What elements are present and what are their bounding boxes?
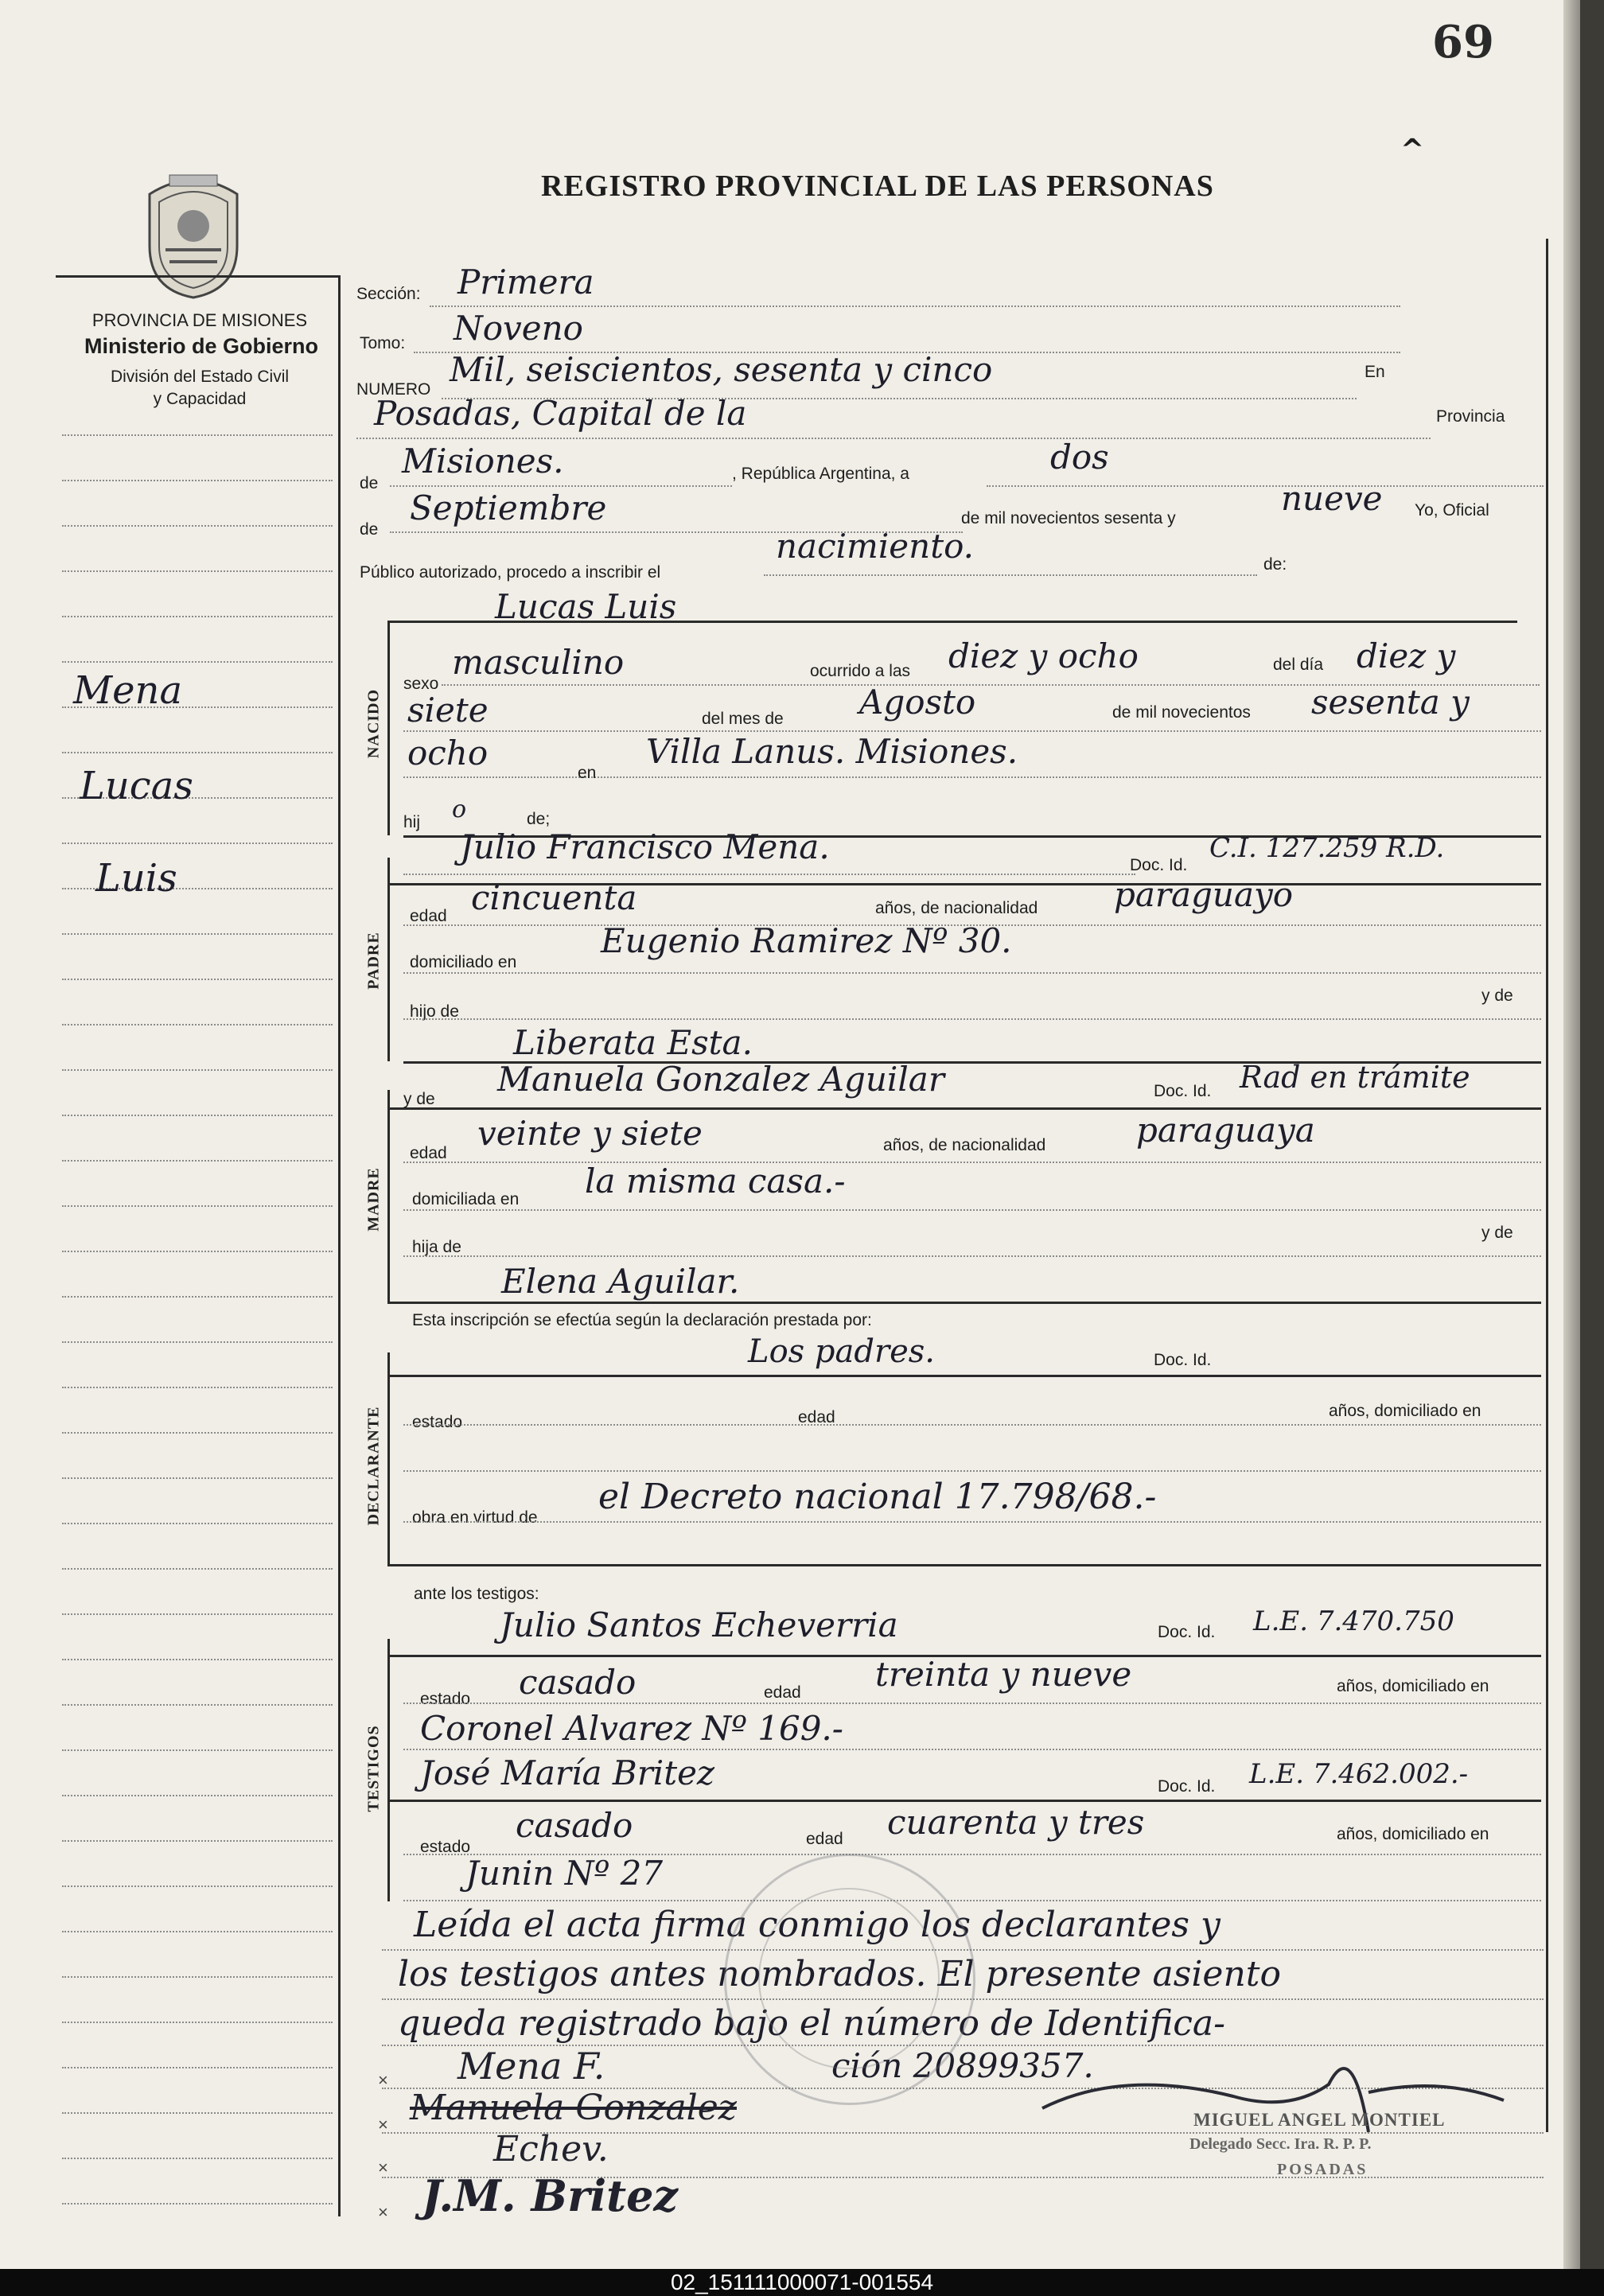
label-hijo-de: hijo de xyxy=(410,1002,459,1021)
label-ocurrido: ocurrido a las xyxy=(810,662,911,680)
note-line-4: ción 20899357. xyxy=(831,2046,1094,2085)
value-testigo2-doc: L.E. 7.462.002.- xyxy=(1249,1758,1469,1790)
label-edad-declarante: edad xyxy=(798,1408,835,1426)
label-estado-testigo2: estado xyxy=(420,1838,471,1856)
note-line-3: queda registrado bajo el número de Identifica- xyxy=(398,2003,1225,2044)
stamp-name: MIGUEL ANGEL MONTIEL xyxy=(1193,2110,1446,2130)
footer-id-bar: 02_151111000071-001554 xyxy=(0,2269,1604,2296)
provincial-seal xyxy=(134,170,253,302)
label-edad-testigo2: edad xyxy=(806,1830,843,1848)
margin-rule xyxy=(62,1432,333,1434)
value-abuela-materna: Elena Aguilar. xyxy=(501,1262,740,1301)
margin-rule xyxy=(62,661,333,663)
signature-mother: Manuela Gonzalez xyxy=(410,2088,737,2128)
margin-rule xyxy=(62,1568,333,1570)
margin-rule xyxy=(62,2158,333,2159)
margin-rule xyxy=(62,1523,333,1524)
margin-first-name: Lucas xyxy=(80,764,193,808)
value-madre-edad: veinte y siete xyxy=(477,1114,703,1153)
label-del-dia: del día xyxy=(1273,656,1324,674)
label-dom-testigo2: años, domiciliado en xyxy=(1337,1825,1489,1843)
label-edad-testigo1: edad xyxy=(764,1683,801,1702)
label-de-provincia: de xyxy=(360,474,379,492)
margin-rule xyxy=(62,525,333,527)
padre-bracket xyxy=(387,858,390,1061)
margin-rule xyxy=(62,1749,333,1751)
margin-rule xyxy=(62,1024,333,1025)
nacido-bracket xyxy=(387,621,390,835)
value-madre: Manuela Gonzalez Aguilar xyxy=(497,1060,944,1099)
margin-rule xyxy=(62,616,333,617)
value-mes-nac: Agosto xyxy=(859,683,976,722)
label-sexo: sexo xyxy=(403,675,439,693)
margin-rule xyxy=(62,1296,333,1298)
value-testigo2-edad: cuarenta y tres xyxy=(887,1803,1145,1842)
label-hij: hij xyxy=(403,813,421,831)
page-number: 69 xyxy=(1432,16,1494,68)
label-de-mil: de mil novecientos sesenta y xyxy=(961,509,1176,527)
label-doc-id-3: Doc. Id. xyxy=(1154,1351,1212,1369)
margin-rule xyxy=(62,2067,333,2068)
label-nac-padre: años, de nacionalidad xyxy=(875,899,1038,917)
margin-surname: Mena xyxy=(73,668,183,713)
rule xyxy=(403,1900,1541,1901)
rule xyxy=(403,1749,1541,1750)
margin-rule xyxy=(62,1387,333,1388)
value-dia: dos xyxy=(1050,438,1109,477)
value-sexo: masculino xyxy=(452,643,625,682)
rule xyxy=(387,1107,1541,1110)
rule xyxy=(987,485,1544,487)
value-abuela-paterna: Liberata Esta. xyxy=(513,1023,753,1062)
rule xyxy=(403,972,1541,974)
value-testigo1: Julio Santos Echeverria xyxy=(500,1605,898,1644)
label-hija-de: hija de xyxy=(412,1238,461,1256)
rule xyxy=(387,1800,1541,1802)
stamp-title: Delegado Secc. Ira. R. P. P. xyxy=(1189,2135,1372,2153)
rule xyxy=(356,438,1431,439)
value-lugar: Posadas, Capital de la xyxy=(374,394,747,433)
value-padre-edad: cincuenta xyxy=(471,878,637,917)
value-dia-nac-a: diez y xyxy=(1357,636,1456,675)
margin-rule xyxy=(62,1976,333,1978)
x-mark: × xyxy=(378,2202,388,2222)
value-anio: nueve xyxy=(1281,479,1383,518)
margin-rule xyxy=(62,1477,333,1479)
label-domiciliada-madre: domiciliada en xyxy=(412,1190,520,1208)
value-declarante: Los padres. xyxy=(748,1333,935,1370)
page-title: REGISTRO PROVINCIAL DE LAS PERSONAS xyxy=(541,169,1214,203)
value-hij-suffix: o xyxy=(452,796,467,823)
signature-witness-2: J.M. Britez xyxy=(422,2170,679,2221)
value-hora: diez y ocho xyxy=(948,636,1139,675)
declarante-bracket xyxy=(387,1352,390,1566)
value-nombre: Lucas Luis xyxy=(495,587,677,626)
label-yo-oficial: Yo, Oficial xyxy=(1415,501,1489,520)
value-decreto: el Decreto nacional 17.798/68.- xyxy=(598,1477,1157,1517)
margin-rule xyxy=(62,1840,333,1842)
label-del-mes: del mes de xyxy=(702,710,784,728)
value-mes: Septiembre xyxy=(410,488,607,527)
margin-rule xyxy=(62,979,333,980)
stamp-city: POSADAS xyxy=(1277,2161,1368,2178)
rule xyxy=(403,1209,1541,1211)
rule xyxy=(403,1162,1541,1163)
value-testigo1-edad: treinta y nueve xyxy=(875,1655,1132,1694)
rule xyxy=(403,1255,1541,1257)
margin-rule xyxy=(62,1115,333,1116)
section-padre: PADRE xyxy=(364,932,383,990)
value-provincia: Misiones. xyxy=(402,442,564,481)
rule xyxy=(387,1564,1541,1566)
value-padre: Julio Francisco Mena. xyxy=(460,827,830,866)
rule xyxy=(387,1375,1541,1377)
label-de-3: de; xyxy=(527,810,551,828)
margin-rule xyxy=(62,1659,333,1660)
org-capacity: y Capacidad xyxy=(153,390,247,408)
right-border xyxy=(1546,239,1548,2132)
label-edad-padre: edad xyxy=(410,907,447,925)
section-nacido: NACIDO xyxy=(364,688,383,759)
rule xyxy=(403,776,1541,778)
value-padre-dom: Eugenio Ramirez Nº 30. xyxy=(601,921,1012,960)
label-tomo: Tomo: xyxy=(360,334,406,352)
org-province: PROVINCIA DE MISIONES xyxy=(91,310,308,330)
value-dia-nac-b: siete xyxy=(407,691,489,730)
margin-rule xyxy=(62,1069,333,1071)
rule xyxy=(403,1470,1541,1472)
label-inscripcion: Esta inscripción se efectúa según la declaración prestada por: xyxy=(412,1311,872,1329)
label-doc-id-1: Doc. Id. xyxy=(1130,856,1188,874)
margin-rule xyxy=(62,752,333,753)
margin-rule xyxy=(62,933,333,935)
label-y-de-3: y de xyxy=(1481,1224,1513,1242)
section-madre: MADRE xyxy=(364,1167,383,1232)
org-ministry: Ministerio de Gobierno xyxy=(84,334,319,358)
label-de-colon: de: xyxy=(1263,555,1287,574)
rule xyxy=(387,1302,1541,1304)
label-domiciliado-padre: domiciliado en xyxy=(410,953,517,971)
value-padre-nac: paraguayo xyxy=(1114,875,1294,914)
label-dom-testigo1: años, domiciliado en xyxy=(1337,1677,1489,1695)
label-en: En xyxy=(1365,363,1385,381)
value-testigo1-doc: L.E. 7.470.750 xyxy=(1253,1605,1454,1637)
madre-bracket xyxy=(387,1090,390,1303)
value-testigo2-estado: casado xyxy=(516,1806,633,1845)
margin-top-rule xyxy=(56,275,338,278)
value-madre-dom: la misma casa.- xyxy=(585,1162,846,1201)
value-madre-doc: Rad en trámite xyxy=(1240,1060,1470,1095)
margin-rule xyxy=(62,480,333,481)
label-numero: NUMERO xyxy=(356,380,431,399)
label-y-de-1: y de xyxy=(1481,987,1513,1005)
x-mark: × xyxy=(378,2158,388,2177)
value-tomo: Noveno xyxy=(454,309,583,348)
label-nac-madre: años, de nacionalidad xyxy=(883,1136,1046,1154)
section-testigos: TESTIGOS xyxy=(364,1725,383,1812)
margin-rule xyxy=(62,1160,333,1162)
value-tipo: nacimiento. xyxy=(776,527,974,566)
signature-witness-1: Echev. xyxy=(493,2129,609,2170)
round-stamp xyxy=(724,1854,975,2105)
x-mark: × xyxy=(378,2115,388,2135)
margin-rule xyxy=(62,2203,333,2205)
corner-mark: ^ xyxy=(1400,134,1425,166)
margin-rule xyxy=(62,2112,333,2114)
label-obra: obra en virtud de xyxy=(412,1508,538,1527)
label-ante: ante los testigos: xyxy=(414,1585,539,1603)
rule xyxy=(764,574,1257,576)
label-en-2: en xyxy=(578,764,597,782)
margin-rule xyxy=(62,1885,333,1887)
label-de-mil-2: de mil novecientos xyxy=(1112,703,1251,722)
rule xyxy=(403,1703,1541,1704)
value-numero: Mil, seiscientos, sesenta y cinco xyxy=(450,350,993,389)
margin-rule xyxy=(62,434,333,436)
rule xyxy=(390,485,732,487)
testigos-bracket xyxy=(387,1639,390,1901)
rule xyxy=(403,1424,1541,1426)
label-doc-id-2: Doc. Id. xyxy=(1154,1082,1212,1100)
value-padre-doc: C.I. 127.259 R.D. xyxy=(1209,832,1445,864)
value-anio-nac-b: ocho xyxy=(407,734,489,772)
value-testigo1-dom: Coronel Alvarez Nº 169.- xyxy=(420,1709,843,1748)
margin-rule xyxy=(62,570,333,572)
label-publico: Público autorizado, procedo a inscribir el xyxy=(360,563,661,582)
label-estado-declarante: estado xyxy=(412,1413,463,1431)
rule xyxy=(403,874,1135,875)
label-y-de-2: y de xyxy=(403,1090,435,1108)
margin-rule xyxy=(62,1251,333,1252)
value-testigo1-estado: casado xyxy=(519,1663,637,1702)
label-edad-madre: edad xyxy=(410,1144,447,1162)
value-madre-nac: paraguaya xyxy=(1136,1111,1315,1150)
label-estado-testigo1: estado xyxy=(420,1690,471,1708)
margin-rule xyxy=(62,1795,333,1796)
margin-rule xyxy=(62,1613,333,1615)
margin-second-name: Luis xyxy=(95,856,177,901)
value-anio-nac-a: sesenta y xyxy=(1311,683,1470,722)
label-provincia: Provincia xyxy=(1436,407,1505,426)
label-de-mes: de xyxy=(360,520,379,539)
margin-rule xyxy=(62,1931,333,1932)
note-line-2: los testigos antes nombrados. El presente asiento xyxy=(398,1954,1281,1994)
x-mark: × xyxy=(378,2070,388,2090)
signature-father: Mena F. xyxy=(457,2045,605,2088)
margin-rule xyxy=(62,1205,333,1207)
rule xyxy=(430,305,1400,307)
margin-rule xyxy=(62,2022,333,2023)
value-testigo2: José María Britez xyxy=(420,1753,715,1792)
label-republica: , República Argentina, a xyxy=(732,465,909,483)
value-lugar-nac: Villa Lanus. Misiones. xyxy=(646,732,1018,771)
label-seccion: Sección: xyxy=(356,285,421,303)
margin-rule xyxy=(62,843,333,844)
margin-divider xyxy=(338,275,341,2216)
note-line-1: Leída el acta firma conmigo los declarantes y xyxy=(414,1905,1221,1945)
section-declarante: DECLARANTE xyxy=(364,1406,383,1526)
rule xyxy=(403,1521,1541,1523)
label-doc-id-4: Doc. Id. xyxy=(1158,1623,1216,1641)
margin-rule xyxy=(62,1704,333,1706)
label-dom-declarante: años, domiciliado en xyxy=(1329,1402,1481,1420)
margin-rule xyxy=(62,1341,333,1343)
label-doc-id-5: Doc. Id. xyxy=(1158,1777,1216,1796)
org-division: División del Estado Civil xyxy=(110,368,290,386)
value-testigo2-dom: Junin Nº 27 xyxy=(465,1854,664,1893)
rule xyxy=(403,1018,1541,1020)
value-seccion: Primera xyxy=(457,263,594,302)
